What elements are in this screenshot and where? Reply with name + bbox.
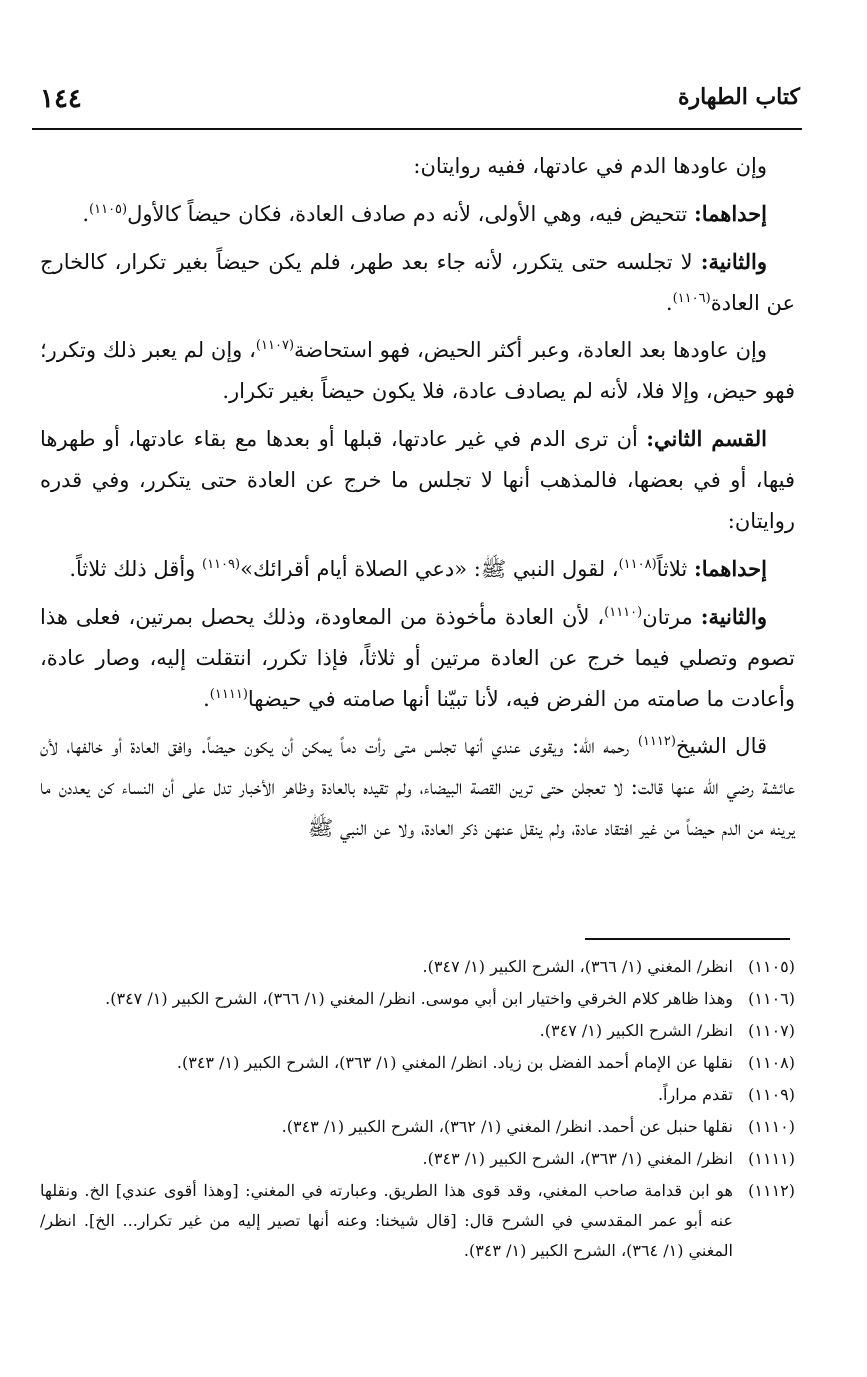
paragraph-text: تتحيض فيه، وهي الأولى، لأنه دم صادف العادة، فكان حيضاً كالأول (127, 202, 694, 226)
paragraph-3 (40, 241, 795, 324)
header-rule (32, 128, 802, 130)
paragraph-text: رحمه الله: ويقوى عندي أنها تجلس متى رأت دماً يمكن أن يكون حيضاً. وافق العادة أو خالفها، لأن عائشة رضي الله عنها قالت: لا تعجلن حتى ترين القصة البيضاء، ولم تقيده بالعادة وظاهر الأخبار تدل على أن النساء كن يعددن ما يرينه من الدم حيضاً من غير افتقاد عادة، ولم ينقل عنهن ذكر العادة، ولا عن النبي ﷺ (40, 734, 795, 840)
footnote-number: (١١١١) (748, 1149, 795, 1168)
paragraph-text: ثلاثاً (656, 557, 694, 581)
paragraph-text: مرتان (642, 605, 701, 629)
footnote-item (40, 1016, 795, 1046)
paragraph-end: . (665, 291, 673, 315)
paragraph-text: وإن عاودها بعد العادة، وعبر أكثر الحيض، فهو استحاضة (294, 338, 768, 362)
paragraph-text: . (203, 687, 210, 711)
footnote-item (40, 1048, 795, 1078)
paragraph-text: أن ترى الدم في غير عادتها، قبلها أو بعدها مع بقاء عادتها، أو طهرها فيها، أو في بعضها، فالمذهب أنها لا تجلس ما خرج عن العادة حتى يتكرر، وفي قدره روايتان: (40, 427, 795, 533)
footnote-text: انظر/ المغني (١/ ٣٦٦)، الشرح الكبير (١/ ٣٤٧). (422, 957, 733, 976)
footnote-item (40, 1080, 795, 1110)
footnote-text: نقلها عن الإمام أحمد الفضل بن زياد. انظر/ المغني (١/ ٣٦٣)، الشرح الكبير (١/ ٣٤٣). (176, 1053, 733, 1072)
footnote-text: هو ابن قدامة صاحب المغني، وقد قوى هذا الطريق. وعبارته في المغني: [وهذا أقوى عندي] الخ. ونقلها عنه أبو عمر المقدسي في الشرح قال: [قال شيخنا: وعنه أنها تصير إليه من غير تكرار... الخ]. انظر/ المغني (١/ ٣٦٤)، الشرح الكبير (١/ ٣٤٣). (40, 1181, 733, 1260)
footnote-text: نقلها حنبل عن أحمد. انظر/ المغني (١/ ٣٦٢)، الشرح الكبير (١/ ٣٤٣). (281, 1117, 733, 1136)
footnote-ref[interactable]: (١١٠٥) (89, 202, 128, 217)
paragraph-text: وإن عاودها الدم في عادتها، ففيه روايتان: (413, 154, 767, 178)
main-text (40, 146, 795, 855)
footnote-item (40, 1112, 795, 1142)
footnote-number: (١١١٠) (748, 1117, 795, 1136)
footnote-ref[interactable]: (١١٠٧) (255, 338, 295, 353)
footnote-number: (١١٠٩) (748, 1085, 795, 1104)
paragraph-lead: إحداهما: (693, 201, 767, 226)
paragraph-1 (40, 146, 795, 187)
page-number: ١٤٤ (40, 84, 82, 114)
footnote-item (40, 1144, 795, 1174)
paragraph-lead: والثانية: (700, 249, 767, 274)
paragraph-8 (40, 726, 795, 849)
footnote-number: (١١٠٧) (748, 1021, 795, 1040)
footnote-ref[interactable]: (١١٠٩) (202, 557, 241, 572)
paragraph-text: قال الشيخ (675, 734, 768, 758)
page-header (40, 80, 800, 120)
paragraph-4 (40, 330, 795, 412)
paragraph-text: لا تجلسه حتى يتكرر، لأنه جاء بعد طهر، فلم يكن حيضاً بغير تكرار، كالخارج عن العادة (40, 250, 795, 315)
footnote-text: تقدم مراراً. (657, 1085, 733, 1104)
footnote-number: (١١٠٨) (748, 1053, 795, 1072)
footnote-text: وهذا ظاهر كلام الخرقي واختيار ابن أبي موسى. انظر/ المغني (١/ ٣٦٦)، الشرح الكبير (١/ ٣٤٧). (105, 989, 733, 1008)
paragraph-7 (40, 596, 795, 720)
footnote-item (40, 984, 795, 1014)
paragraph-6 (40, 548, 795, 590)
footnote-number: (١١١٢) (748, 1181, 795, 1200)
footnote-ref[interactable]: (١١١٢) (637, 734, 676, 749)
paragraph-lead: والثانية: (700, 604, 767, 629)
footnote-item (40, 1176, 795, 1266)
footnote-ref[interactable]: (١١١٠) (604, 605, 643, 620)
paragraph-text: ، لأن العادة مأخوذة من المعاودة، وذلك يحصل بمرتين، فعلى هذا تصوم وتصلي فيما خرج عن العادة مرتين أو ثلاثاً، فإذا تكرر، انتقلت إليه، وصار عادة، وأعادت ما صامته من الفرض فيه، لأنا تبيّنا أنها صامته في حيضها (40, 605, 795, 711)
paragraph-text: ، وإن لم يعبر ذلك وتكرر؛ فهو حيض، وإلا فلا، لأنه لم يصادف عادة، فلا يكون حيضاً بغير تكرار. (40, 338, 795, 403)
footnote-ref[interactable]: (١١٠٨) (618, 557, 657, 572)
footnote-number: (١١٠٦) (748, 989, 795, 1008)
footnote-ref[interactable]: (١١٠٦) (672, 291, 711, 306)
footnote-number: (١١٠٥) (748, 957, 795, 976)
paragraph-5 (40, 418, 795, 542)
paragraph-lead: إحداهما: (693, 556, 767, 581)
paragraph-lead: القسم الثاني: (646, 426, 767, 451)
footnote-rule (585, 938, 790, 940)
paragraph-text: ، لقول النبي ﷺ: «دعي الصلاة أيام أقرائك» (240, 557, 619, 581)
footnote-item (40, 952, 795, 982)
paragraph-end: . (82, 202, 90, 226)
footnote-text: انظر/ المغني (١/ ٣٦٣)، الشرح الكبير (١/ ٣٤٣). (422, 1149, 733, 1168)
footnote-text: انظر/ الشرح الكبير (١/ ٣٤٧). (539, 1021, 733, 1040)
footnotes (40, 952, 795, 1268)
running-title: كتاب الطهارة (677, 84, 800, 110)
footnote-ref[interactable]: (١١١١) (209, 687, 248, 702)
paragraph-text: وأقل ذلك ثلاثاً. (69, 557, 202, 581)
paragraph-2 (40, 193, 795, 235)
